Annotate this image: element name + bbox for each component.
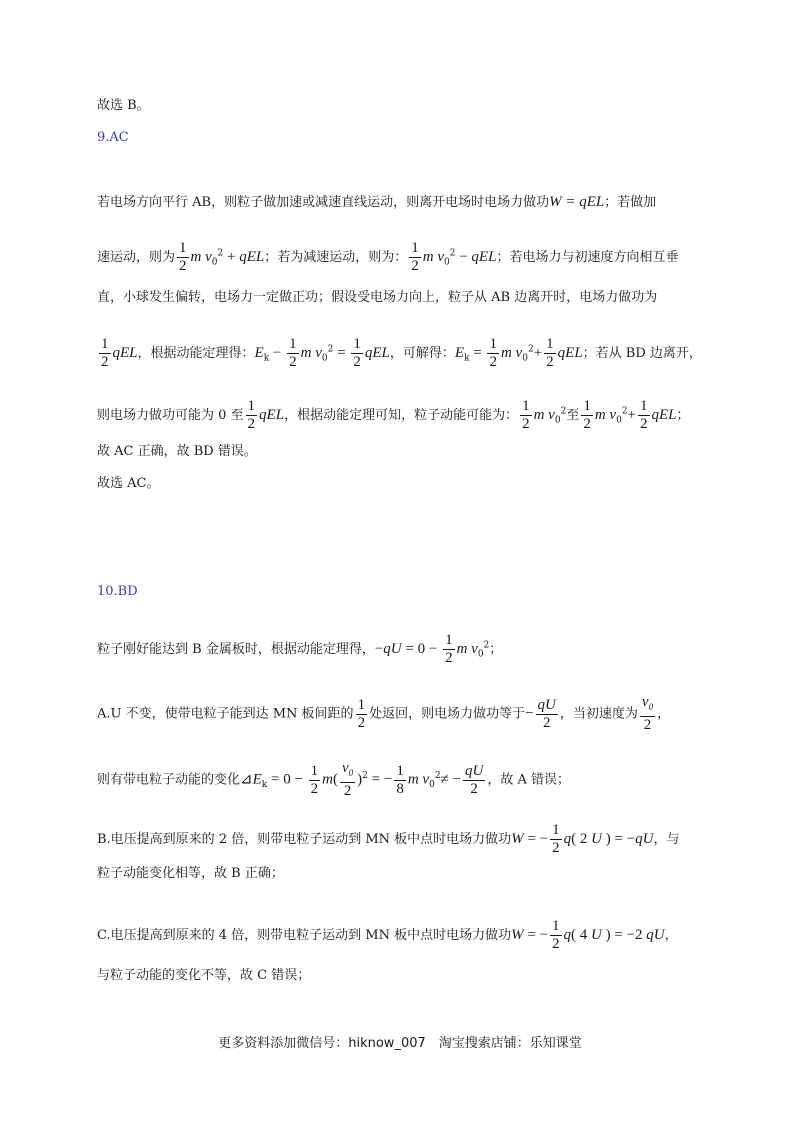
fraction-half: $\frac{1}{2}$ xyxy=(289,336,297,370)
q9-text-5a: 则电场力做功可能为 0 至 xyxy=(97,408,244,423)
q9-text-2b: ；若为减速运动，则为： xyxy=(264,250,408,265)
fraction-half: $\frac{1}{2}$ xyxy=(522,398,530,432)
answer-b-line: 故选 B。 xyxy=(97,98,150,113)
page-footer: 更多资料添加微信号：hiknow_007 淘宝搜索店铺：乐知课堂 xyxy=(218,1036,582,1051)
fraction-qu-half: $\frac{qU}{2}$ xyxy=(537,696,556,731)
fraction-half: $\frac{1}{2}$ xyxy=(445,632,453,666)
q10-line-2: A.U 不变，使带电粒子能到达 MN 板间距的 $\frac{1}{2}$ 处返回，则电场力做功等于− $\frac{qU}{2}$ ，当初速度为 $\frac{v_0}{2}$ ， xyxy=(97,694,671,733)
q10-line-5: 粒子动能变化相等，故 B 正确； xyxy=(97,866,284,881)
q10-line-6: C.电压提高到原来的 4 倍，则带电粒子运动到 MN 板中点时电场力做功W = − $\frac{1}{2}$ q( 4 U ) = −2 qU， xyxy=(97,918,678,952)
q10-line-4: B.电压提高到原来的 2 倍，则带电粒子运动到 MN 板中点时电场力做功W = − $\frac{1}{2}$ q( 2 U ) = −qU，与 xyxy=(97,822,680,856)
q9-line-5: 则电场力做功可能为 0 至 $\frac{1}{2}$ qEL，根据动能定理可知，粒子动能可能为： $\frac{1}{2}$ m $v_0^2$至 $\frac{1}{2}$ m $v_0^2+$ $\frac{1}{2}$ qEL； xyxy=(97,398,690,432)
fraction-half: $\frac{1}{2}$ xyxy=(546,336,554,370)
fraction-half: $\frac{1}{2}$ xyxy=(489,336,497,370)
q9-text-4b: ，可解得： xyxy=(389,346,455,361)
fraction-v0-half: $\frac{v_0}{2}$ xyxy=(641,694,654,733)
work-equation: W = qEL xyxy=(549,194,605,210)
question-10-number: 10.BD xyxy=(97,584,138,599)
q9-text-2a: 速运动，则为 xyxy=(97,250,176,265)
q10-text-1: 粒子刚好能达到 B 金属板时，根据动能定理得， xyxy=(97,642,375,657)
q9-text-5c: 至 xyxy=(566,408,580,423)
q10-text-4b: ，与 xyxy=(653,832,680,847)
fraction-half: $\frac{1}{2}$ xyxy=(640,398,648,432)
q9-text-1: 若电场方向平行 AB，则粒子做加速或减速直线运动，则离开电场时电场力做功 xyxy=(97,195,550,210)
fraction-half: $\frac{1}{2}$ xyxy=(552,918,560,952)
fraction-half: $\frac{1}{2}$ xyxy=(353,336,361,370)
q10-line-3: 则有带电粒子动能的变化$⊿E_k = 0$ − $\frac{1}{2}$ m( $\frac{v_0}{2}$ )$^2$ = − $\frac{1}{8}$ m $v_0^2\ne$ − $\frac{qU}{2}$ ，故 A 错误； xyxy=(97,760,570,799)
fraction-half: $\frac{1}{2}$ xyxy=(552,822,560,856)
fraction-qu-half: $\frac{qU}{2}$ xyxy=(465,762,484,797)
q10-text-2b: 处返回，则电场力做功等于 xyxy=(369,706,526,722)
q9-line-1 xyxy=(97,192,720,213)
fraction-half: $\frac{1}{2}$ xyxy=(179,240,187,274)
fraction-eighth: $\frac{1}{8}$ xyxy=(396,762,404,797)
fraction-half: $\frac{1}{2}$ xyxy=(411,240,419,274)
q9-line-6: 故 AC 正确，故 BD 错误。 xyxy=(97,444,257,459)
q10-line-7: 与粒子动能的变化不等，故 C 错误； xyxy=(97,968,311,983)
q10-text-3b: ，故 A 错误； xyxy=(487,772,570,788)
q9-text-2c: ；若电场力与初速度方向相互垂 xyxy=(496,250,679,265)
q9-text-4a: ，根据动能定理得： xyxy=(137,346,255,361)
q10-line-1: 粒子刚好能达到 B 金属板时，根据动能定理得，−qU = 0 − $\frac{1}{2}$ m $v_0^2$； xyxy=(97,632,503,666)
fraction-v0-half: $\frac{v_0}{2}$ xyxy=(342,760,354,799)
q10-text-2a: A.U 不变，使带电粒子能到达 MN 板间距的 xyxy=(97,706,354,722)
q10-text-2c: ，当初速度为 xyxy=(559,706,638,722)
q9-text-5b: ，根据动能定理可知，粒子动能可能为： xyxy=(284,408,519,423)
q9-line-4: $\frac{1}{2}$ qEL，根据动能定理得：$E_k$ − $\frac{1}{2}$ m $v_0^2$ = $\frac{1}{2}$ qEL，可解得：$E_k$ = $\frac{1}{2}$ m $v_0^2+$ $\frac{1}{2}$ qEL；若从 BD 边离开， xyxy=(101,336,702,370)
q9-text-1-end: ；若做加 xyxy=(604,195,657,210)
q9-text-4c: ；若从 BD 边离开， xyxy=(582,346,702,361)
q9-line-2: 速运动，则为 $\frac{1}{2}$ m $v_0^2$ + qEL；若为减速运动，则为： $\frac{1}{2}$ m $v_0^2$ − qEL；若电场力与初速度方向相互垂 xyxy=(97,240,679,274)
fraction-half: $\frac{1}{2}$ xyxy=(310,762,319,797)
q10-text-6a: C.电压提高到原来的 4 倍，则带电粒子运动到 MN 板中点时电场力做功 xyxy=(97,928,512,943)
q9-line-3: 直，小球发生偏转，电场力一定做正功；假设受电场力向上，粒子从 AB 边离开时，电场力做功为 xyxy=(97,290,658,305)
fraction-half: $\frac{1}{2}$ xyxy=(583,398,591,432)
q10-text-4a: B.电压提高到原来的 2 倍，则带电粒子运动到 MN 板中点时电场力做功 xyxy=(97,832,512,847)
q10-text-3a: 则有带电粒子动能的变化 xyxy=(97,772,241,788)
fraction-half: $\frac{1}{2}$ xyxy=(247,398,256,432)
question-9-number: 9.AC xyxy=(97,130,129,145)
fraction-half: $\frac{1}{2}$ xyxy=(101,336,109,370)
q9-line-7: 故选 AC。 xyxy=(97,476,160,491)
fraction-half: $\frac{1}{2}$ xyxy=(357,696,366,731)
